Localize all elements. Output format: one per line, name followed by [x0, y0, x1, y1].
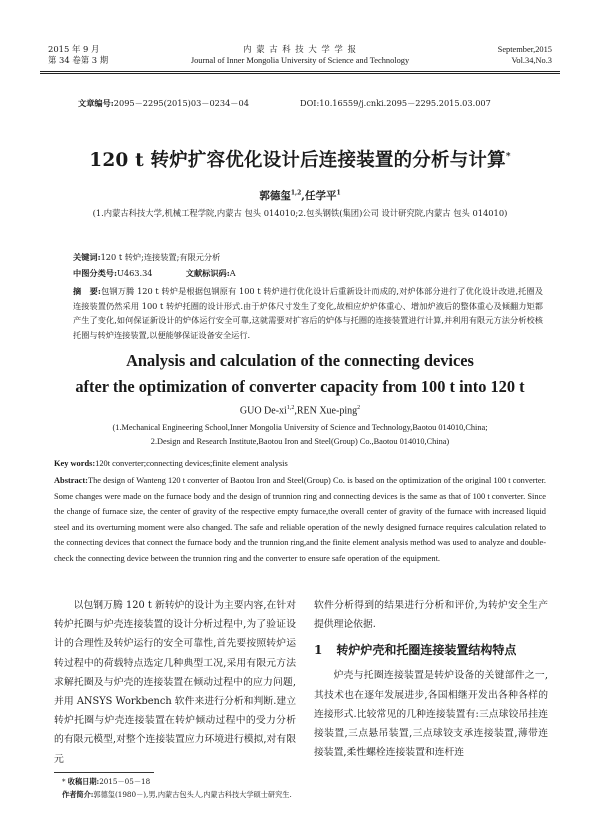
author1-en-sup: 1,2	[286, 405, 295, 411]
author1-cn: 郭德玺	[259, 190, 291, 202]
received-date: 2015－05－18	[99, 777, 151, 786]
affiliation-cn: (1.内蒙古科技大学,机械工程学院,内蒙古 包头 014010;2.包头钢铁(集团)公司 设计研究院,内蒙古 包头 014010)	[92, 208, 508, 218]
title-en-line2: after the optimization of converter capacity from 100 t into 120 t	[75, 377, 525, 396]
author2-cn-sup: 1	[336, 189, 341, 197]
article-number-label: 文章编号:	[78, 98, 114, 108]
body-right-column	[314, 596, 548, 762]
header-volume-en: Vol.34,No.3	[511, 56, 552, 65]
abstract-en-label: Abstract:	[54, 476, 88, 485]
header-date-en: September,2015	[497, 45, 552, 54]
header-right	[498, 44, 552, 66]
journal-name-en: Journal of Inner Mongolia University of Science and Technology	[190, 56, 410, 65]
keywords-en	[54, 459, 288, 468]
section-number: 1	[314, 643, 323, 658]
page-title	[0, 146, 600, 172]
class-no-label: 中图分类号:	[73, 268, 117, 278]
article-number-value: 2095－2295(2015)03－0234－04	[113, 98, 249, 108]
title-en	[0, 348, 600, 400]
header-date: 2015 年 9 月	[48, 44, 100, 54]
footnote-received	[62, 777, 150, 787]
keywords-cn-label: 关键词:	[73, 252, 101, 262]
journal-name-cn: 内 蒙 古 科 技 大 学 学 报	[243, 44, 357, 54]
doc-code: A	[229, 268, 236, 278]
footnote-mark: *	[62, 778, 66, 786]
header-rule	[40, 71, 560, 72]
header-rule-thin	[40, 73, 560, 74]
author1-cn-sup: 1,2	[290, 189, 302, 197]
article-number	[78, 98, 249, 109]
footnote-rule	[54, 772, 154, 773]
received-label: 收稿日期:	[67, 777, 100, 786]
abstract-cn-text: 包钢万腾 120 t 转炉是根据包钢原有 100 t 转炉进行优化设计后重新设计而成的,对炉体部分进行了优化设计改进,托圈及连接装置仍然采用 100 t 转炉托圈的设计形式.由于炉体尺寸发生了变化,故相应炉炉体重心、增加炉液后的整体重心及倾翻力矩都产生了变化,如何保证新设计的炉体运行安全可靠,这就需要对扩容后的炉体与托圈的连接装置进行计算,并利用有限元方法分析校核托圈与转炉连接装置,以便能够保证设备安全运行.	[73, 286, 543, 340]
authors-cn	[0, 188, 600, 203]
section-title: 转炉炉壳和托圈连接装置结构特点	[336, 643, 517, 658]
body-left-column	[54, 596, 296, 769]
author2-cn: ,任学平	[301, 190, 337, 202]
author2-en: ,REN Xue-ping	[294, 405, 358, 417]
footnote-author	[62, 790, 292, 800]
intro-paragraph: 以包钢万腾 120 t 新转炉的设计为主要内容,在针对转炉托圈与炉壳连接装置的设计分析过程中,为了验证设计的合理性及转炉运行的安全可靠性,首先要按照转炉运转过程中的荷载特点选定几种典型工况,采用有限元方法求解托圈及与炉壳的连接装置在倾动过程中的应力问题,并用 ANSYS Workbench 软件来进行分析和判断.建立转炉托圈与炉壳连接装置在转炉倾动过程中的受力分析的有限元模型,对整个连接装置应力环境进行模拟,对有限元	[54, 600, 296, 765]
affiliation-en-2: 2.Design and Research Institute,Baotou Iron and Steel(Group) Co.,Baotou 014010,China)	[150, 437, 450, 446]
abstract-en-text: The design of Wanteng 120 t converter of Baotou Iron and Steel(Group) Co. is based on the optimization of the original 100 t converter. Some changes were made on the furnace body and the design of trunnion ring and connecting devices is the same as that of 100 t converter. Since the change of furnace size, the center of gravity of the respective empty furnace,the overall center of gravity of the furnace with increased liquid steel and its overturning moment were also changed. The safe and reliable operation of the newly designed furnace requires calculation related to the connecting devices that connect the furnace body and the trunnion ring,and the finite element analysis method was used to analyze and double-check the connecting device between the trunnion ring and the converter to ensure safe operation of the equipment.	[54, 476, 546, 563]
abstract-cn	[73, 284, 543, 342]
keywords-en-label: Key words:	[54, 459, 96, 468]
author1-en: GUO De-xi	[239, 405, 287, 417]
author-info: 郭德玺(1980－),男,内蒙古包头人,内蒙古科技大学硕士研究生.	[93, 790, 292, 799]
doc-code-label: 文献标识码:	[185, 268, 230, 278]
title-en-line1: Analysis and calculation of the connecting devices	[126, 351, 474, 370]
title-footnote-mark: *	[505, 151, 511, 162]
keywords-cn	[73, 252, 220, 263]
class-no: U463.34	[116, 268, 153, 278]
classification-row	[73, 268, 236, 279]
section-heading	[314, 640, 548, 660]
abstract-cn-label: 摘 要:	[73, 286, 101, 296]
section-paragraph: 炉壳与托圈连接装置是转炉设备的关键部件之一,其技术也在逐年发展进步,各国相继开发出各种各样的连接形式.比较常见的几种连接装置有:三点球铰吊挂连接装置,三点悬吊装置,三点球铰支承连接装置,薄带连接装置,柔性螺栓连接装置和连杆连	[314, 670, 548, 759]
author2-en-sup: 2	[357, 405, 361, 411]
author-info-label: 作者简介:	[62, 790, 94, 799]
intro-paragraph-continued: 软件分析得到的结果进行分析和评价,为转炉安全生产提供理论依据.	[314, 600, 548, 631]
abstract-en	[54, 473, 546, 566]
keywords-cn-text: 120 t 转炉;连接装置;有限元分析	[100, 252, 221, 262]
affiliation-en-1: (1.Mechanical Engineering School,Inner Mongolia University of Science and Technology,Baotou 014010,China;	[112, 423, 488, 432]
doi: DOI:10.16559/j.cnki.2095－2295.2015.03.007	[300, 98, 491, 108]
title-text: 120 t 转炉扩容优化设计后连接装置的分析与计算	[89, 150, 506, 171]
authors-en	[0, 405, 600, 416]
header-volume-cn: 第 34 卷第 3 期	[48, 55, 109, 65]
keywords-en-text: 120t converter;connecting devices;finite element analysis	[95, 459, 288, 468]
